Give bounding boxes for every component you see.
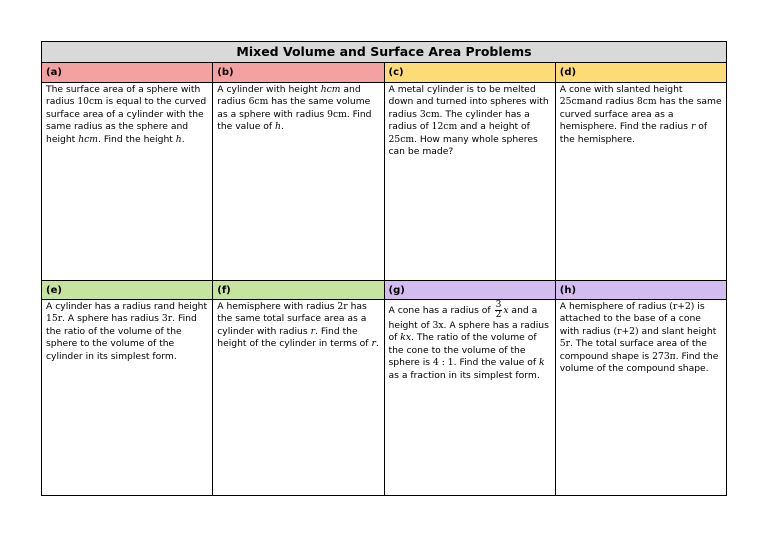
label-c: (c) [385, 63, 556, 82]
problem-g: A cone has a radius of $\frac{3}{2}$ x and a height of 3x. A sphere has a radius of kx. The ratio of the volume of the cone to the volume of the sphere is 4 : 1. Find the value of k as a fraction in its simplest form. [385, 300, 556, 495]
problem-d: A cone with slanted height 25cmand radius 8cm has the same curved surface area as a hemisphere. Find the radius r of the hemisphere. [559, 84, 722, 145]
fraction-three-halves: $\frac{3}{2}$ [495, 300, 502, 320]
problem-h: A hemisphere of radius (r+2) is attached to the base of a cone with radius (r+2) and slant height 5r. The total surface area of the compound shape is 273π. Find the volume of the compound shape. [559, 301, 719, 375]
label-g: (g) [385, 281, 556, 299]
label-h: (h) [556, 281, 726, 299]
label-d: (d) [556, 63, 726, 82]
worksheet-title: Mixed Volume and Surface Area Problems [42, 42, 726, 63]
problem-f: A hemisphere with radius 2r has the same total surface area as a cylinder with radius r. Find the height of the cylinder in terms of r. [213, 300, 384, 495]
body-row-top [42, 83, 726, 280]
label-e: (e) [42, 281, 213, 299]
header-row-bottom [42, 280, 726, 300]
label-b: (b) [213, 63, 384, 82]
problem-e: A cylinder has a radius rand height 15r. A sphere has radius 3r. Find the ratio of the volume of the sphere to the volume of the cylinder in its simplest form. [42, 300, 213, 495]
label-a: (a) [42, 63, 213, 82]
worksheet-table [41, 41, 727, 496]
problem-c: A metal cylinder is to be melted down and turned into spheres with radius 3cm. The cylinder has a radius of 12cm and a height of 25cm. How many whole spheres can be made? [385, 83, 556, 280]
body-row-bottom [42, 300, 726, 495]
problem-a: The surface area of a sphere with radius 10cm is equal to the curved surface area of a cylinder with the same radius as the sphere and height hcm. Find the height h. [42, 83, 213, 280]
problem-b: A cylinder with height hcm and radius 6cm has the same volume as a sphere with radius 9cm. Find the value of h. [213, 83, 384, 280]
header-row-top [42, 63, 726, 83]
label-f: (f) [213, 281, 384, 299]
